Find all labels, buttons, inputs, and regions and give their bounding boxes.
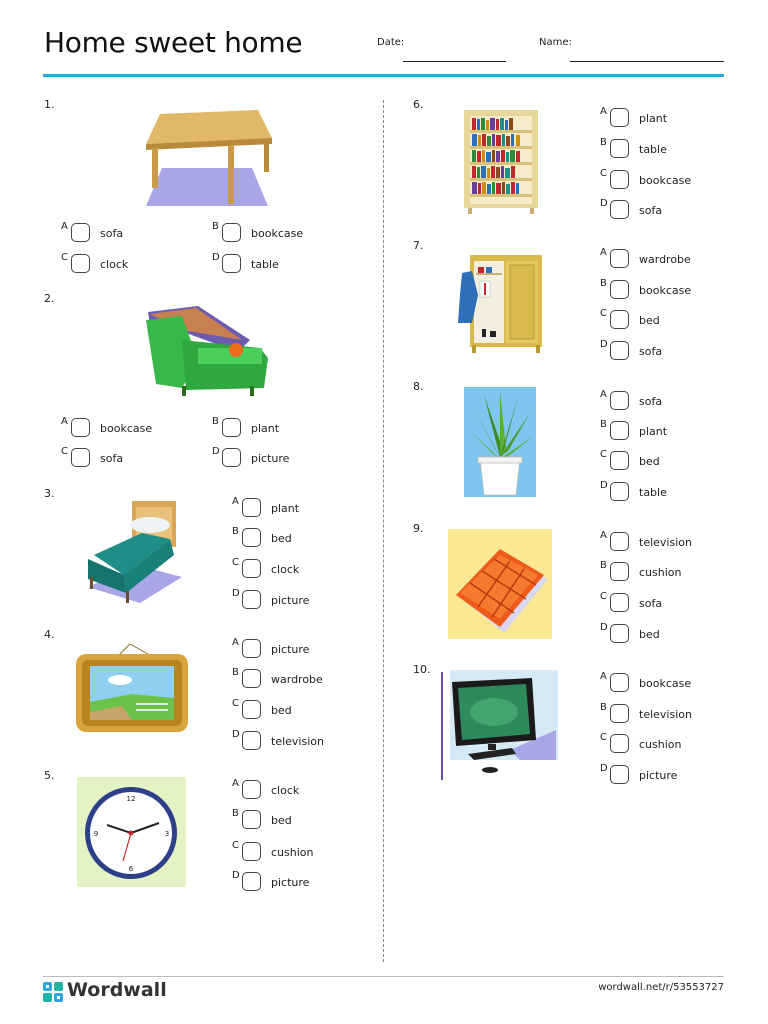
option-letter: A: [600, 106, 607, 117]
option-5a[interactable]: [232, 778, 372, 800]
svg-text:3: 3: [164, 830, 170, 838]
checkbox[interactable]: [242, 731, 261, 750]
option-letter: D: [232, 729, 240, 740]
question-number: 6.: [413, 98, 424, 111]
sofa-icon: [138, 300, 272, 400]
checkbox[interactable]: [610, 704, 629, 723]
option-letter: B: [600, 419, 607, 430]
checkbox[interactable]: [610, 200, 629, 219]
option-letter: D: [600, 622, 608, 633]
checkbox[interactable]: [242, 559, 261, 578]
option-label: cushion: [271, 846, 314, 859]
option-letter: B: [232, 526, 239, 537]
footer-divider: [43, 976, 724, 977]
picture-icon: [72, 642, 192, 736]
wordwall-logo-icon: [43, 982, 63, 1002]
checkbox[interactable]: [222, 448, 241, 467]
option-letter: C: [232, 840, 239, 851]
option-label: bed: [271, 704, 292, 717]
option-letter: D: [600, 480, 608, 491]
option-label: sofa: [639, 345, 663, 358]
date-field-line[interactable]: [403, 61, 506, 62]
option-letter: B: [600, 137, 607, 148]
checkbox[interactable]: [222, 223, 241, 242]
option-label: wardrobe: [271, 673, 323, 686]
question-number: 5.: [44, 769, 55, 782]
option-letter: D: [600, 763, 608, 774]
option-label: clock: [100, 258, 129, 271]
option-letter: C: [600, 308, 607, 319]
option-4b[interactable]: [232, 667, 372, 689]
option-letter: D: [212, 252, 220, 263]
option-5b[interactable]: [232, 808, 372, 830]
checkbox[interactable]: [71, 223, 90, 242]
option-4c[interactable]: [232, 698, 372, 720]
svg-text:6: 6: [128, 865, 134, 873]
option-letter: A: [600, 389, 607, 400]
checkbox[interactable]: [242, 528, 261, 547]
option-label: bed: [271, 532, 292, 545]
option-9d[interactable]: [600, 622, 740, 644]
option-letter: A: [600, 247, 607, 258]
question-number: 3.: [44, 487, 55, 500]
checkbox[interactable]: [71, 418, 90, 437]
option-3d[interactable]: [232, 588, 372, 610]
checkbox[interactable]: [242, 810, 261, 829]
option-8b[interactable]: [600, 419, 740, 441]
option-letter: B: [212, 416, 219, 427]
option-letter: A: [600, 530, 607, 541]
checkbox[interactable]: [242, 872, 261, 891]
option-letter: B: [212, 221, 219, 232]
option-letter: C: [600, 591, 607, 602]
option-label: bookcase: [251, 227, 304, 240]
wardrobe-icon: [456, 251, 546, 355]
option-6a[interactable]: [600, 106, 740, 128]
checkbox[interactable]: [242, 700, 261, 719]
header-divider: [43, 74, 724, 77]
option-letter: C: [600, 449, 607, 460]
question-number: 1.: [44, 98, 55, 111]
option-letter: B: [232, 667, 239, 678]
option-1d[interactable]: [212, 252, 352, 274]
option-10d[interactable]: [600, 763, 740, 785]
option-letter: D: [232, 870, 240, 881]
option-1c[interactable]: [61, 252, 201, 274]
brand-name: Wordwall: [67, 979, 167, 1001]
option-label: cushion: [639, 566, 682, 579]
question-number: 9.: [413, 522, 424, 535]
option-8d[interactable]: [600, 480, 740, 502]
option-letter: C: [61, 252, 68, 263]
option-label: television: [639, 536, 692, 549]
television-icon: [440, 670, 558, 782]
checkbox[interactable]: [610, 451, 629, 470]
checkbox[interactable]: [71, 448, 90, 467]
option-label: bookcase: [639, 174, 692, 187]
checkbox[interactable]: [222, 418, 241, 437]
option-label: wardrobe: [639, 253, 691, 266]
option-letter: C: [232, 557, 239, 568]
name-label: Name:: [539, 37, 572, 48]
option-9b[interactable]: [600, 560, 740, 582]
checkbox[interactable]: [610, 280, 629, 299]
checkbox[interactable]: [610, 108, 629, 127]
option-letter: A: [232, 496, 239, 507]
option-letter: D: [600, 198, 608, 209]
checkbox[interactable]: [610, 249, 629, 268]
option-letter: D: [232, 588, 240, 599]
option-letter: C: [61, 446, 68, 457]
option-letter: C: [600, 168, 607, 179]
question-number: 8.: [413, 380, 424, 393]
checkbox[interactable]: [610, 532, 629, 551]
option-label: television: [639, 708, 692, 721]
option-label: plant: [251, 422, 280, 435]
option-label: clock: [271, 784, 300, 797]
option-label: bed: [639, 314, 660, 327]
option-letter: B: [600, 560, 607, 571]
checkbox[interactable]: [610, 421, 629, 440]
question-number: 10.: [413, 663, 431, 676]
table-icon: [140, 106, 274, 210]
question-number: 2.: [44, 292, 55, 305]
option-label: table: [251, 258, 279, 271]
option-label: sofa: [100, 227, 124, 240]
option-letter: A: [232, 778, 239, 789]
option-5c[interactable]: [232, 840, 372, 862]
option-9c[interactable]: [600, 591, 740, 613]
svg-text:9: 9: [93, 830, 99, 838]
checkbox[interactable]: [610, 170, 629, 189]
option-3b[interactable]: [232, 526, 372, 548]
clock-icon: [77, 777, 186, 887]
bookcase-icon: [462, 108, 540, 214]
option-label: bookcase: [639, 284, 692, 297]
checkbox[interactable]: [71, 254, 90, 273]
option-letter: A: [61, 416, 68, 427]
option-label: bed: [639, 628, 660, 641]
option-5d[interactable]: [232, 870, 372, 892]
cushion-icon: [448, 529, 552, 639]
svg-text:12: 12: [126, 795, 136, 803]
option-10c[interactable]: [600, 732, 740, 754]
option-3c[interactable]: [232, 557, 372, 579]
option-4a[interactable]: [232, 637, 372, 659]
option-label: bookcase: [639, 677, 692, 690]
option-3a[interactable]: [232, 496, 372, 518]
option-label: bed: [639, 455, 660, 468]
option-label: sofa: [639, 597, 663, 610]
option-label: plant: [639, 112, 668, 125]
column-divider: [383, 100, 384, 962]
checkbox[interactable]: [610, 673, 629, 692]
option-2c[interactable]: [61, 446, 201, 468]
option-6b[interactable]: [600, 137, 740, 159]
checkbox[interactable]: [242, 780, 261, 799]
checkbox[interactable]: [610, 562, 629, 581]
option-8a[interactable]: [600, 389, 740, 411]
option-1a[interactable]: [61, 221, 201, 243]
option-9a[interactable]: [600, 530, 740, 552]
option-7c[interactable]: [600, 308, 740, 330]
plant-icon: [464, 387, 536, 497]
option-label: plant: [271, 502, 300, 515]
option-label: picture: [271, 594, 310, 607]
option-label: bookcase: [100, 422, 153, 435]
checkbox[interactable]: [610, 341, 629, 360]
bed-icon: [80, 495, 186, 605]
option-7d[interactable]: [600, 339, 740, 361]
option-1b[interactable]: [212, 221, 352, 243]
option-4d[interactable]: [232, 729, 372, 751]
option-6c[interactable]: [600, 168, 740, 190]
option-letter: A: [600, 671, 607, 682]
footer-url[interactable]: wordwall.net/r/53553727: [598, 982, 724, 993]
checkbox[interactable]: [610, 765, 629, 784]
option-label: table: [639, 143, 667, 156]
option-10a[interactable]: [600, 671, 740, 693]
option-label: cushion: [639, 738, 682, 751]
checkbox[interactable]: [610, 734, 629, 753]
option-6d[interactable]: [600, 198, 740, 220]
option-2b[interactable]: [212, 416, 352, 438]
checkbox[interactable]: [242, 590, 261, 609]
option-label: sofa: [639, 204, 663, 217]
option-label: clock: [271, 563, 300, 576]
option-label: television: [271, 735, 324, 748]
option-7a[interactable]: [600, 247, 740, 269]
option-label: bed: [271, 814, 292, 827]
option-letter: A: [232, 637, 239, 648]
option-8c[interactable]: [600, 449, 740, 471]
option-label: picture: [271, 876, 310, 889]
checkbox[interactable]: [610, 482, 629, 501]
checkbox[interactable]: [610, 593, 629, 612]
option-letter: C: [232, 698, 239, 709]
option-7b[interactable]: [600, 278, 740, 300]
option-letter: D: [212, 446, 220, 457]
page-title: Home sweet home: [44, 26, 303, 59]
date-label: Date:: [377, 37, 405, 48]
option-label: table: [639, 486, 667, 499]
checkbox[interactable]: [242, 498, 261, 517]
checkbox[interactable]: [610, 310, 629, 329]
option-letter: B: [600, 278, 607, 289]
checkbox[interactable]: [242, 842, 261, 861]
option-letter: C: [600, 732, 607, 743]
option-label: plant: [639, 425, 668, 438]
option-2d[interactable]: [212, 446, 352, 468]
option-letter: B: [600, 702, 607, 713]
option-letter: B: [232, 808, 239, 819]
option-letter: D: [600, 339, 608, 350]
checkbox[interactable]: [610, 139, 629, 158]
option-label: picture: [271, 643, 310, 656]
checkbox[interactable]: [242, 669, 261, 688]
option-label: sofa: [639, 395, 663, 408]
name-field-line[interactable]: [570, 61, 724, 62]
option-label: picture: [639, 769, 678, 782]
option-letter: A: [61, 221, 68, 232]
question-number: 4.: [44, 628, 55, 641]
checkbox[interactable]: [610, 624, 629, 643]
option-2a[interactable]: [61, 416, 201, 438]
option-label: sofa: [100, 452, 124, 465]
question-number: 7.: [413, 239, 424, 252]
checkbox[interactable]: [242, 639, 261, 658]
option-10b[interactable]: [600, 702, 740, 724]
option-label: picture: [251, 452, 290, 465]
checkbox[interactable]: [222, 254, 241, 273]
checkbox[interactable]: [610, 391, 629, 410]
